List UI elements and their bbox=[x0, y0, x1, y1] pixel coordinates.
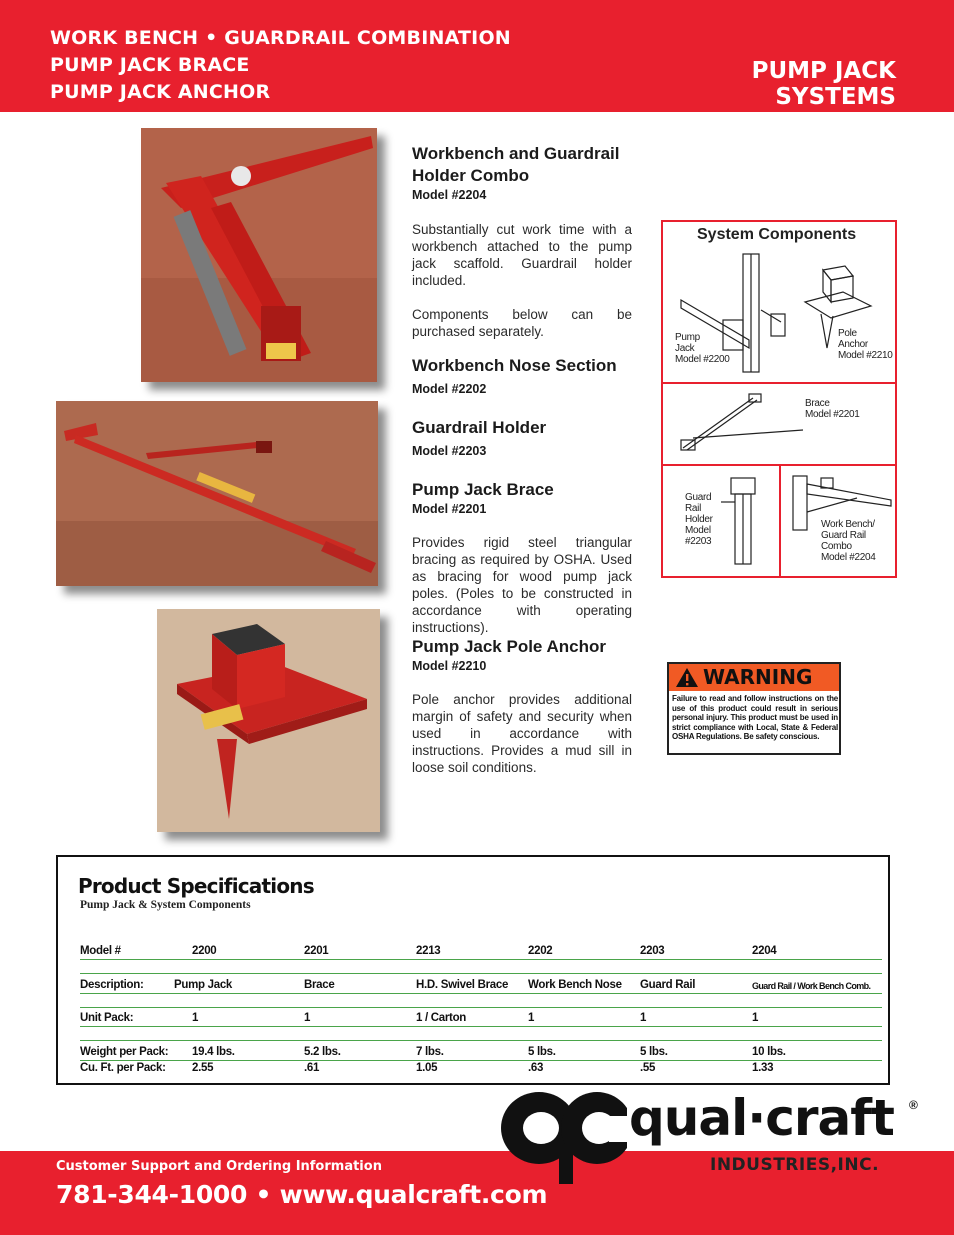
spec-cell: 5 lbs. bbox=[528, 1046, 556, 1058]
work-bench-label: Work Bench/ Guard Rail Combo Model #2204 bbox=[821, 519, 876, 563]
spec-row-description bbox=[80, 979, 882, 997]
product-description: Pole anchor provides additional margin of safety and security when used in accordance with instructions. Provides a mud sill in loose soil conditions. bbox=[412, 692, 632, 775]
product-pump-jack-brace bbox=[412, 479, 632, 636]
spec-cell: 1 bbox=[528, 1012, 535, 1024]
spec-cell: .61 bbox=[304, 1062, 320, 1074]
pole-anchor-illustration bbox=[157, 609, 380, 832]
spec-cell: H.D. Swivel Brace bbox=[416, 979, 509, 991]
spec-cell: 1 bbox=[640, 1012, 647, 1024]
product-model: Model #2210 bbox=[412, 659, 487, 673]
spec-cell: Work Bench Nose bbox=[528, 979, 622, 991]
logo-wordmark: qual·craft bbox=[629, 1089, 894, 1147]
spec-cell: 2204 bbox=[752, 945, 777, 957]
registered-mark: ® bbox=[909, 1098, 918, 1112]
spec-cell: 1.33 bbox=[752, 1062, 774, 1074]
spec-rule bbox=[80, 1040, 882, 1041]
spec-rule bbox=[80, 993, 882, 994]
warning-word: WARNING bbox=[703, 665, 813, 689]
product-model: Model #2204 bbox=[412, 188, 487, 202]
spec-rule bbox=[80, 1060, 882, 1061]
footer-support-text: Customer Support and Ordering Information bbox=[56, 1159, 382, 1174]
section-title-line: SYSTEMS bbox=[775, 84, 896, 110]
spec-cell: Guard Rail bbox=[640, 979, 696, 991]
spec-row-label: Unit Pack: bbox=[80, 1012, 134, 1024]
spec-cell: Guard Rail / Work Bench Comb. bbox=[752, 981, 871, 991]
system-components-title: System Components bbox=[697, 226, 857, 243]
workbench-combo-illustration bbox=[141, 128, 377, 382]
product-title: Pump Jack Brace bbox=[412, 480, 554, 499]
pump-jack-brace-photo bbox=[56, 401, 378, 586]
spec-row-label: Cu. Ft. per Pack: bbox=[80, 1062, 166, 1074]
header-line: PUMP JACK BRACE bbox=[50, 54, 250, 76]
product-description: Substantially cut work time with a workbench attached to the pump jack scaffold. Guardrail holder included. bbox=[412, 222, 632, 288]
spec-cell: 2201 bbox=[304, 945, 329, 957]
spec-row-label: Weight per Pack: bbox=[80, 1046, 169, 1058]
spec-row-label: Model # bbox=[80, 945, 121, 957]
brace-drawing bbox=[673, 388, 813, 460]
workbench-combo-photo bbox=[141, 128, 377, 382]
spec-cell: .55 bbox=[640, 1062, 656, 1074]
spec-rule bbox=[80, 1007, 882, 1008]
spec-cell: 5 lbs. bbox=[640, 1046, 668, 1058]
spec-cell: 2213 bbox=[416, 945, 441, 957]
product-model: Model #2203 bbox=[412, 444, 487, 458]
guard-rail-holder-drawing bbox=[715, 472, 775, 572]
spec-row-model bbox=[80, 945, 882, 963]
product-workbench-nose bbox=[412, 355, 632, 398]
product-title: Pump Jack Pole Anchor bbox=[412, 637, 606, 656]
pole-anchor-label: Pole Anchor Model #2210 bbox=[838, 328, 893, 361]
spec-cell: 19.4 lbs. bbox=[192, 1046, 235, 1058]
warning-text: Failure to read and follow instructions on the use of this product could result in serious personal injury. This product must be used in strict compliance with Local, State & Federal OSHA Regulations. Be safety conscious. bbox=[672, 694, 838, 741]
spec-cell: 1.05 bbox=[416, 1062, 438, 1074]
product-model: Model #2201 bbox=[412, 502, 487, 516]
spec-row-cubic-feet bbox=[80, 1062, 882, 1080]
spec-cell: 2200 bbox=[192, 945, 217, 957]
spec-rule bbox=[80, 1026, 882, 1027]
product-description: Provides rigid steel triangular bracing as required by OSHA. Used as bracing for wood pump jack poles. (Poles to be constructed in accordance with operating instructions). bbox=[412, 535, 632, 635]
spec-cell: Pump Jack bbox=[174, 979, 233, 991]
spec-row-label: Description: bbox=[80, 979, 144, 991]
header-line: WORK BENCH • GUARDRAIL COMBINATION bbox=[50, 27, 511, 49]
spec-cell: .63 bbox=[528, 1062, 544, 1074]
system-components-diagram bbox=[661, 220, 897, 578]
specs-title: Product Specifications bbox=[78, 874, 314, 898]
spec-cell: 1 bbox=[192, 1012, 199, 1024]
product-specifications bbox=[56, 855, 890, 1085]
section-title bbox=[752, 58, 896, 110]
pump-jack-label: Pump Jack Model #2200 bbox=[675, 332, 730, 365]
spec-cell: 2203 bbox=[640, 945, 665, 957]
spec-rule bbox=[80, 973, 882, 974]
spec-cell: 7 lbs. bbox=[416, 1046, 444, 1058]
warning-header bbox=[669, 664, 839, 691]
product-title: Workbench and Guardrail Holder Combo bbox=[412, 144, 620, 185]
spec-cell: 1 bbox=[304, 1012, 311, 1024]
logo-subtitle: INDUSTRIES,INC. bbox=[710, 1155, 880, 1175]
pump-jack-brace-illustration bbox=[56, 401, 378, 586]
guard-rail-holder-label: Guard Rail Holder Model #2203 bbox=[685, 492, 713, 547]
product-guardrail-holder bbox=[412, 417, 632, 460]
warning-label bbox=[667, 662, 841, 755]
footer-contact: 781-344-1000 • www.qualcraft.com bbox=[56, 1180, 548, 1209]
brace-label: Brace Model #2201 bbox=[805, 398, 860, 420]
spec-cell: Brace bbox=[304, 979, 335, 991]
diagram-divider bbox=[779, 464, 781, 576]
product-pole-anchor bbox=[412, 636, 632, 776]
spec-row-unit-pack bbox=[80, 1012, 882, 1030]
spec-cell: 1 bbox=[752, 1012, 759, 1024]
product-title: Workbench Nose Section bbox=[412, 356, 617, 375]
spec-cell: 10 lbs. bbox=[752, 1046, 786, 1058]
product-note: Components below can be purchased separately. bbox=[412, 307, 632, 339]
product-model: Model #2202 bbox=[412, 382, 487, 396]
specs-subtitle: Pump Jack & System Components bbox=[80, 899, 251, 911]
product-workbench-combo bbox=[412, 143, 632, 340]
spec-cell: 1 / Carton bbox=[416, 1012, 467, 1024]
pole-anchor-photo bbox=[157, 609, 380, 832]
spec-cell: 2.55 bbox=[192, 1062, 214, 1074]
spec-cell: 2202 bbox=[528, 945, 553, 957]
spec-cell: 5.2 lbs. bbox=[304, 1046, 341, 1058]
header-line: PUMP JACK ANCHOR bbox=[50, 81, 271, 103]
spec-rule bbox=[80, 959, 882, 960]
section-title-line: PUMP JACK bbox=[751, 58, 896, 84]
warning-triangle-icon bbox=[675, 667, 699, 688]
header-product-lines bbox=[50, 25, 511, 106]
diagram-divider bbox=[663, 382, 895, 384]
product-title: Guardrail Holder bbox=[412, 418, 547, 437]
